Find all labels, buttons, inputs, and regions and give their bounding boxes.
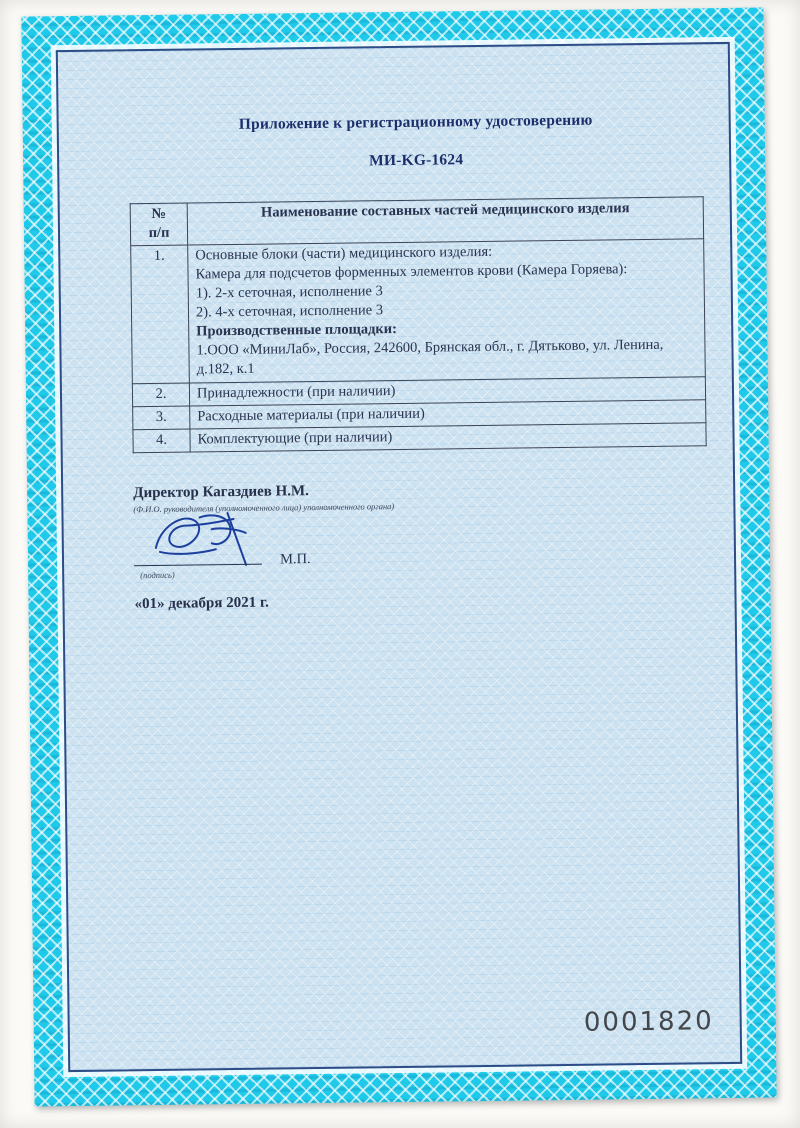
row-line: 1). 2-х сеточная, исполнение 3 xyxy=(195,283,383,302)
table-header-row xyxy=(130,197,703,246)
col-header-num-line2: п/п xyxy=(148,224,170,241)
serial-number: 0001820 xyxy=(583,1006,714,1038)
row-line: Расходные материалы (при наличии) xyxy=(197,405,425,425)
row-line: Комплектующие (при наличии) xyxy=(197,428,393,448)
row-content xyxy=(190,423,706,452)
row-line: Принадлежности (при наличии) xyxy=(196,382,396,402)
col-header-num-line1: № xyxy=(151,205,167,222)
row-line: 2). 4-х сеточная, исполнение 3 xyxy=(195,302,384,321)
certificate-border-frame xyxy=(21,8,776,1107)
table-row xyxy=(131,238,706,383)
document-number: МИ-KG-1624 xyxy=(368,151,464,170)
document-date: «01» декабря 2021 г. xyxy=(134,594,269,613)
director-name: Директор Кагаздиев Н.М. xyxy=(133,483,309,502)
certificate-body xyxy=(56,42,742,1072)
row-number: 4. xyxy=(133,429,190,453)
col-header-num xyxy=(130,203,188,245)
director-caption: (Ф.И.О. руководителя (уполномоченного лица) уполномоченного органа) xyxy=(133,500,395,515)
row-number: 1. xyxy=(131,245,190,384)
row-line: Производственные площадки: xyxy=(196,321,398,340)
row-line: Основные блоки (части) медицинского изделия: xyxy=(195,243,493,264)
signature-caption: (подпись) xyxy=(140,569,175,581)
components-table xyxy=(130,196,707,453)
signature-block xyxy=(133,478,709,613)
row-content xyxy=(188,238,706,382)
col-header-name: Наименование составных частей медицинского изделия xyxy=(187,197,703,245)
signature-area xyxy=(134,515,435,583)
document-title: Приложение к регистрационному удостоверению xyxy=(238,111,593,133)
stamp-place-label: М.П. xyxy=(279,551,311,568)
row-number: 3. xyxy=(133,406,190,430)
row-number: 2. xyxy=(132,383,189,407)
row-line: Камера для подсчетов форменных элементов крови (Камера Горяева): xyxy=(195,261,628,283)
row-line: 1.ООО «МиниЛаб», Россия, 242600, Брянская обл., г. Дятьково, ул. Ленина, д.182, к.1 xyxy=(196,337,664,378)
